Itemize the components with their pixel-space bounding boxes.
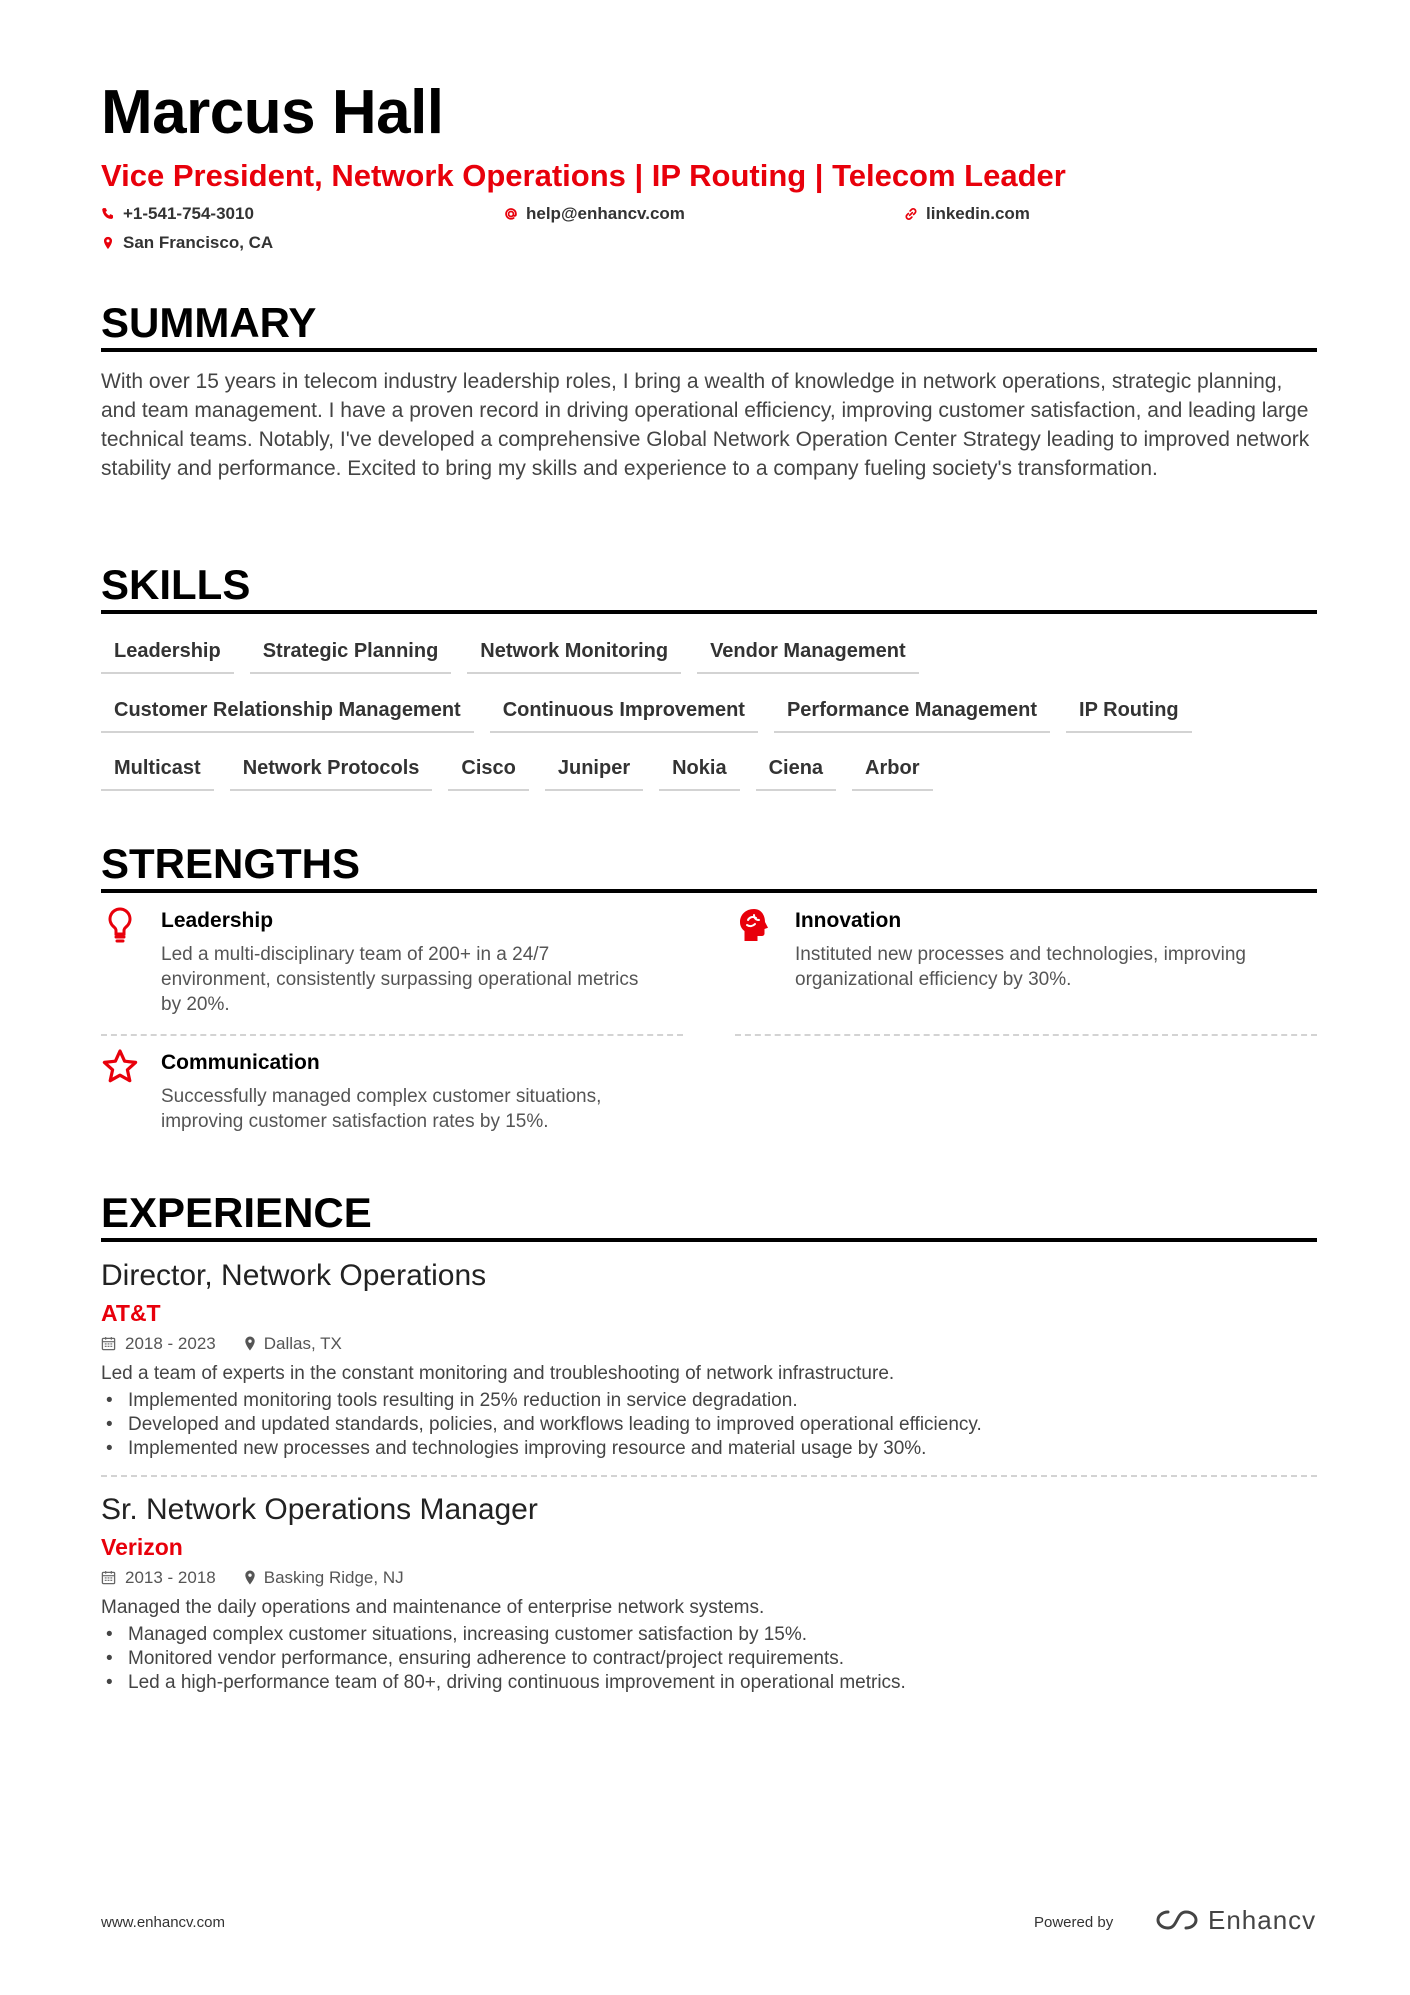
strength-description: Led a multi-disciplinary team of 200+ in a 24/7 environment, consistently surpassing operational metrics by 20%. <box>161 944 639 1015</box>
brand-name: Enhancv <box>1208 1905 1317 1935</box>
contact-phone-text: +1-541-754-3010 <box>123 204 254 223</box>
skill-tag: Nokia <box>659 757 739 791</box>
skill-tag: Continuous Improvement <box>490 699 758 733</box>
job-dates: 2013 - 2018 <box>125 1568 216 1587</box>
company-name: AT&T <box>101 1300 161 1326</box>
job-title: Director, Network Operations <box>101 1259 487 1292</box>
strength-title: Leadership <box>161 909 274 932</box>
skill-tag: Juniper <box>545 757 643 791</box>
lightbulb-icon <box>101 906 139 944</box>
job-divider <box>101 1475 1317 1477</box>
job-location <box>244 1569 404 1586</box>
link-icon <box>904 207 918 221</box>
contact-email-text: help@enhancv.com <box>526 204 685 223</box>
map-pin-icon <box>101 236 115 250</box>
skills-row <box>101 640 919 674</box>
job-meta <box>101 1569 404 1586</box>
skill-tag: Ciena <box>756 757 836 791</box>
strength-item <box>101 906 681 1026</box>
skills-row <box>101 699 1192 733</box>
list-item: • Developed and updated standards, policies, and workflows leading to improved operational efficiency. <box>101 1413 982 1437</box>
strength-item <box>101 1048 681 1158</box>
skill-tag: IP Routing <box>1066 699 1192 733</box>
contact-location-text: San Francisco, CA <box>123 233 274 252</box>
skill-tag: Customer Relationship Management <box>101 699 474 733</box>
strengths-divider <box>101 889 1317 893</box>
skill-tag: Strategic Planning <box>250 640 452 674</box>
summary-heading: SUMMARY <box>101 299 317 346</box>
job-dates: 2018 - 2023 <box>125 1334 216 1353</box>
list-item: • Monitored vendor performance, ensuring adherence to contract/project requirements. <box>101 1647 906 1671</box>
brand-logo[interactable] <box>1154 1907 1316 1933</box>
strength-divider <box>101 1034 683 1036</box>
calendar-icon <box>101 1336 116 1351</box>
candidate-name: Marcus Hall <box>101 78 444 147</box>
enhancv-logo-icon <box>1154 1907 1200 1933</box>
map-pin-icon <box>244 1336 256 1351</box>
powered-by-label: Powered by <box>1034 1914 1114 1931</box>
list-item: • Implemented monitoring tools resulting in 25% reduction in service degradation. <box>101 1389 982 1413</box>
job-meta <box>101 1335 342 1352</box>
strength-description: Successfully managed complex customer situations, improving customer satisfaction rates by 15%. <box>161 1086 602 1132</box>
map-pin-icon <box>244 1570 256 1585</box>
skill-tag: Network Protocols <box>230 757 433 791</box>
strength-title: Innovation <box>795 909 902 932</box>
job-description: Managed the daily operations and maintenance of enterprise network systems. <box>101 1597 765 1618</box>
brain-head-icon <box>735 906 773 944</box>
job-achievements <box>101 1389 982 1461</box>
star-icon <box>101 1048 139 1086</box>
contact-phone[interactable] <box>101 205 254 222</box>
job-location-text: Dallas, TX <box>263 1334 342 1353</box>
job-description: Led a team of experts in the constant monitoring and troubleshooting of network infrastructure. <box>101 1363 895 1384</box>
candidate-headline: Vice President, Network Operations | IP Routing | Telecom Leader <box>101 158 1066 193</box>
summary-text: With over 15 years in telecom industry leadership roles, I bring a wealth of knowledge in network operations, strategic planning, and team management. I have a proven record in driving operational efficiency, improving customer satisfaction, and leading large technical teams. Notably, I've developed a comprehensive Global Network Operation Center Strategy leading to improved network stability and performance. Excited to bring my skills and experience to a company fueling society's transformation. <box>101 370 1310 480</box>
list-item: • Managed complex customer situations, increasing customer satisfaction by 15%. <box>101 1623 906 1647</box>
calendar-icon <box>101 1570 116 1585</box>
summary-divider <box>101 348 1317 352</box>
skills-heading: SKILLS <box>101 561 251 608</box>
phone-icon <box>101 207 115 221</box>
skills-divider <box>101 610 1317 614</box>
skill-tag: Arbor <box>852 757 932 791</box>
job-achievements <box>101 1623 906 1695</box>
list-item: • Led a high-performance team of 80+, driving continuous improvement in operational metrics. <box>101 1671 906 1695</box>
contact-email[interactable] <box>504 205 685 222</box>
contact-linkedin-text: linkedin.com <box>926 204 1030 223</box>
skill-tag: Performance Management <box>774 699 1050 733</box>
contact-linkedin[interactable] <box>904 205 1030 222</box>
skill-tag: Vendor Management <box>697 640 919 674</box>
strength-title: Communication <box>161 1051 320 1074</box>
list-item: • Implemented new processes and technologies improving resource and material usage by 30%. <box>101 1437 982 1461</box>
footer-website-link[interactable]: www.enhancv.com <box>101 1914 225 1931</box>
strength-description: Instituted new processes and technologies, improving organizational efficiency by 30%. <box>795 944 1246 990</box>
strength-item <box>735 906 1315 1026</box>
strengths-heading: STRENGTHS <box>101 840 361 887</box>
skill-tag: Multicast <box>101 757 214 791</box>
skill-tag: Network Monitoring <box>467 640 681 674</box>
company-name: Verizon <box>101 1534 183 1560</box>
experience-heading: EXPERIENCE <box>101 1189 372 1236</box>
job-location <box>244 1335 342 1352</box>
skill-tag: Leadership <box>101 640 234 674</box>
experience-divider <box>101 1238 1317 1242</box>
job-title: Sr. Network Operations Manager <box>101 1493 538 1526</box>
skills-row <box>101 757 933 791</box>
strength-divider <box>735 1034 1317 1036</box>
job-location-text: Basking Ridge, NJ <box>263 1568 404 1587</box>
contact-location <box>101 234 273 251</box>
skill-tag: Cisco <box>448 757 528 791</box>
at-sign-icon <box>504 207 518 221</box>
